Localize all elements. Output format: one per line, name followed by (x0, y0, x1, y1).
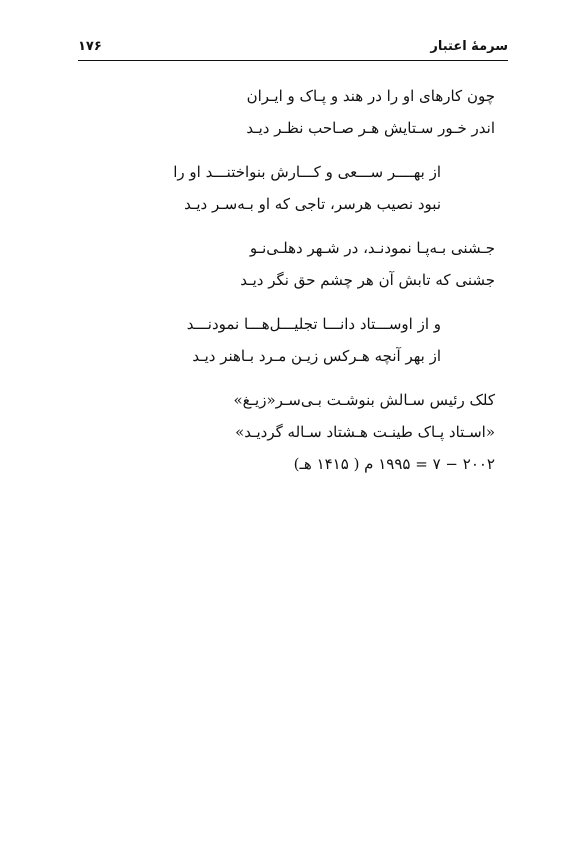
verse-line: جشنی که تابش آن هر چشم حق نگر دیـد (240, 271, 495, 289)
verse-line: نبود نصیب هرسر، تاجی که او بـه‌سـر دیـد (184, 195, 441, 213)
verse-line: چون کارهای او را در هند و پـاک و ایـران (246, 87, 495, 105)
page-header (78, 38, 508, 61)
running-title: سرمهٔ اعتبار (430, 39, 508, 54)
verse-line: از بهر آنچه هـرکس زیـن مـرد بـاهنر دیـد (192, 347, 441, 365)
verse-line: کلک رئیس سـالش بنوشـت بـی‌سـر«زیـغ» (233, 391, 495, 409)
date-line: ۲۰۰۲ − ۷ = ۱۹۹۵ م ( ۱۴۱۵ هـ) (293, 455, 495, 473)
verse-line: و از اوســـتاد دانـــا تجلیـــل‌هـــا نمودنـــد (186, 315, 441, 333)
verse-line: از بهــــر ســـعی و کـــارش بنواختنـــد او را (173, 163, 441, 181)
verse-line: اندر خـور سـتایش هـر صـاحب نظـر دیـد (246, 119, 495, 137)
verse-line: «اسـتاد پـاک طینـت هـشتاد سـاله گردیـد» (235, 423, 495, 441)
verse-line: جـشنی بـه‌پـا نمودنـد، در شـهر دهلـی‌نـو (249, 239, 495, 257)
page-number: ۱۷۶ (78, 39, 102, 54)
